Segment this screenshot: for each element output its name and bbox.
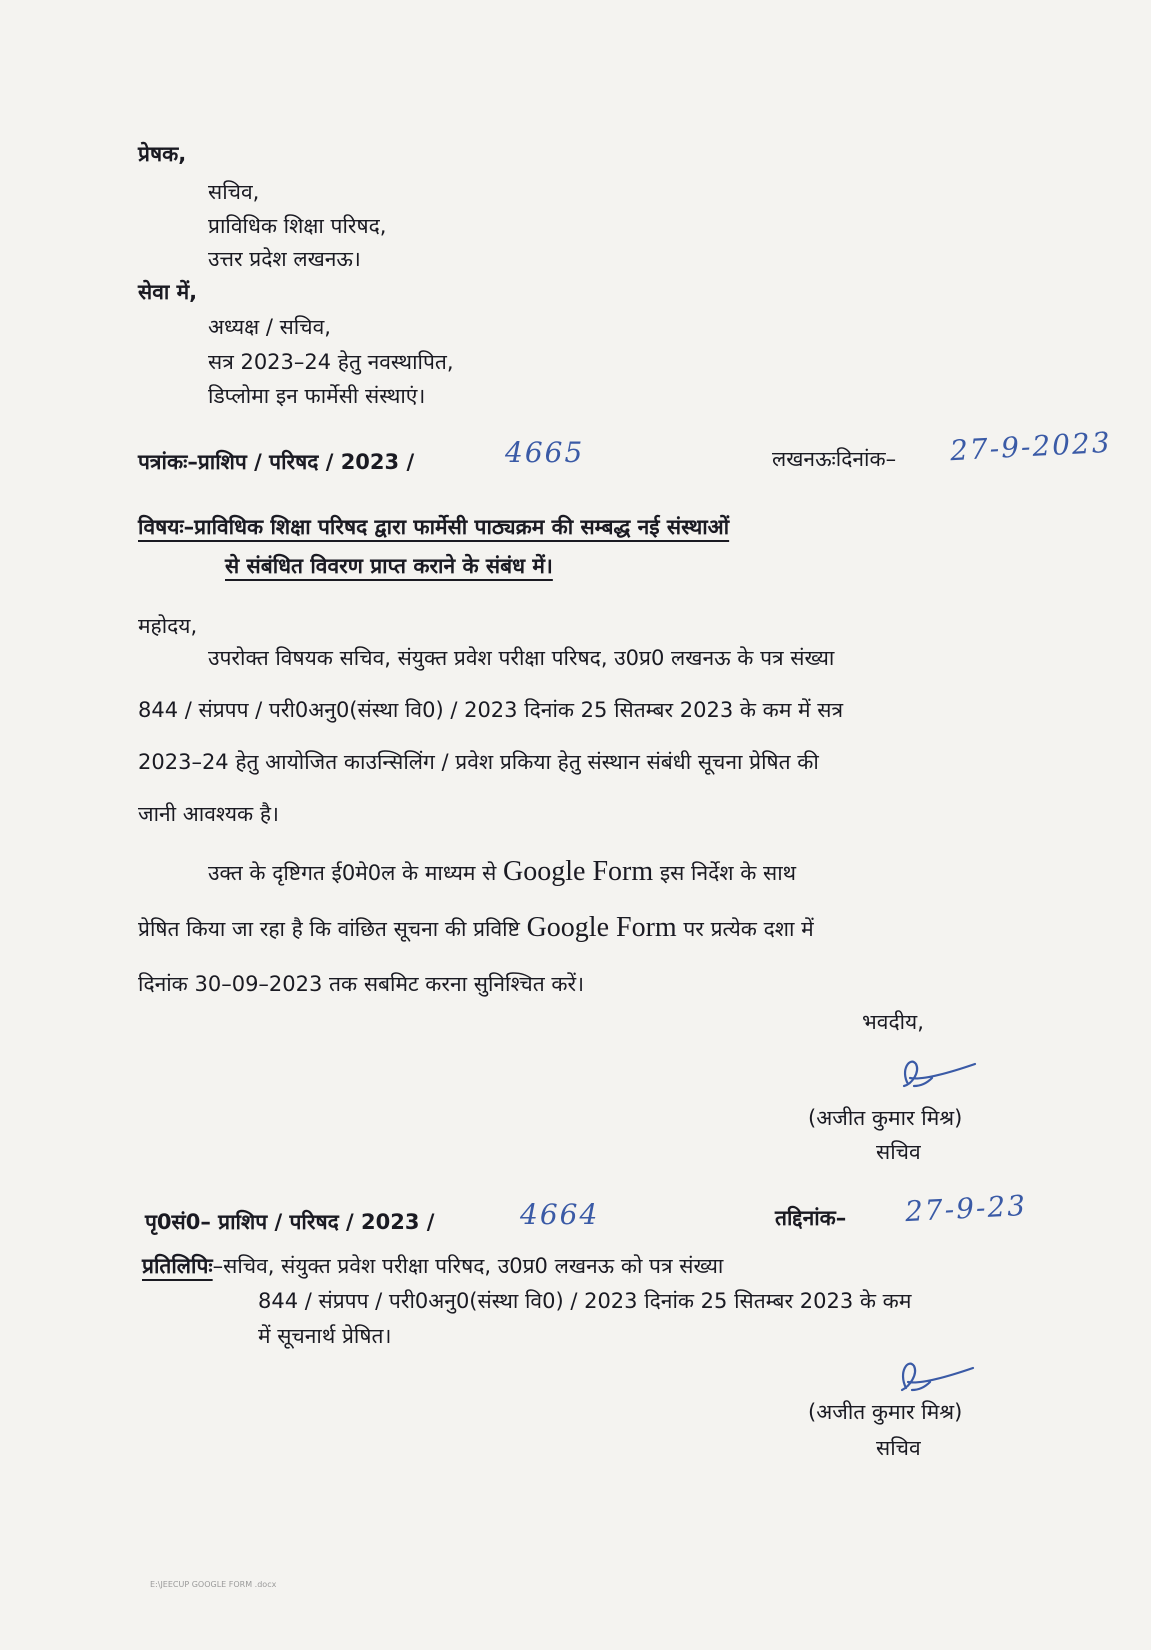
copy-to-line-1 — [142, 1252, 723, 1280]
para2-line-1-a: उक्त के दृष्टिगत ई0मे0ल के माध्यम से — [208, 861, 497, 885]
patrank-label: पत्रांकः–प्राशिप / परिषद / 2023 / — [138, 450, 415, 474]
recipient-line-3: डिप्लोमा इन फार्मेसी संस्थाएं। — [208, 384, 426, 408]
recipient-label: सेवा में, — [138, 280, 198, 304]
para2-line-3: दिनांक 30–09–2023 तक सबमिट करना सुनिश्चित करें। — [138, 972, 585, 996]
google-form-text-1: Google Form — [503, 856, 654, 887]
copy-to-label: प्रतिलिपिः — [142, 1254, 213, 1278]
date-label: लखनऊःदिनांक– — [772, 447, 897, 471]
subject-line-2: से संबंधित विवरण प्राप्त कराने के संबंध में। — [225, 554, 553, 578]
recipient-line-1: अध्यक्ष / सचिव, — [208, 315, 331, 339]
para2-line-2-b: पर प्रत्येक दशा में — [683, 917, 814, 941]
closing-name: (अजीत कुमार मिश्र) — [808, 1106, 963, 1130]
para1-line-1: उपरोक्त विषयक सचिव, संयुक्त प्रवेश परीक्षा परिषद, उ0प्र0 लखनऊ के पत्र संख्या — [208, 646, 835, 670]
sender-line-3: उत्तर प्रदेश लखनऊ। — [208, 247, 361, 271]
sender-line-1: सचिव, — [208, 180, 260, 204]
date-value: 27-9-2023 — [949, 425, 1113, 468]
subject-line-1: विषयः–प्राविधिक शिक्षा परिषद द्वारा फार्मेसी पाठ्यक्रम की सम्बद्ध नई संस्थाओं — [138, 515, 730, 539]
copy-to-text-1: –सचिव, संयुक्त प्रवेश परीक्षा परिषद, उ0प्र0 लखनऊ को पत्र संख्या — [212, 1254, 724, 1278]
google-form-text-2: Google Form — [526, 912, 677, 943]
copy-date-value: 27-9-23 — [904, 1188, 1028, 1229]
para2-line-2 — [138, 900, 814, 957]
copy-to-line-2: 844 / संप्रपप / परी0अनु0(संस्था वि0) / 2023 दिनांक 25 सितम्बर 2023 के कम — [258, 1289, 912, 1313]
para1-line-2: 844 / संप्रपप / परी0अनु0(संस्था वि0) / 2023 दिनांक 25 सितम्बर 2023 के कम में सत्र — [138, 698, 844, 722]
closing-designation: सचिव — [876, 1140, 921, 1164]
closing2-designation: सचिव — [876, 1436, 921, 1460]
salutation: महोदय, — [138, 614, 198, 638]
para1-line-4: जानी आवश्यक है। — [138, 802, 279, 826]
footer-file-path: E:\JEECUP GOOGLE FORM .docx — [150, 1580, 277, 1589]
signature-1 — [880, 1050, 990, 1100]
sender-label: प्रेषक, — [138, 142, 187, 166]
copy-date-label: तद्दिनांक– — [775, 1206, 847, 1230]
copy-to-line-3: में सूचनार्थ प्रेषित। — [258, 1324, 392, 1348]
patrank-number: 4665 — [505, 436, 585, 469]
closing2-name: (अजीत कुमार मिश्र) — [808, 1400, 963, 1424]
para2-line-1-b: इस निर्देश के साथ — [659, 861, 797, 885]
para1-line-3: 2023–24 हेतु आयोजित काउन्सिलिंग / प्रवेश प्रकिया हेतु संस्थान संबंधी सूचना प्रेषित की — [138, 750, 819, 774]
sender-line-2: प्राविधिक शिक्षा परिषद, — [208, 214, 387, 238]
para2-line-1 — [208, 844, 796, 901]
signature-2 — [878, 1352, 988, 1402]
para2-line-2-a: प्रेषित किया जा रहा है कि वांछित सूचना की प्रविष्टि — [138, 917, 520, 941]
copy-ref-label: पृ0सं0– प्राशिप / परिषद / 2023 / — [145, 1210, 435, 1234]
copy-ref-number: 4664 — [520, 1198, 600, 1231]
recipient-line-2: सत्र 2023–24 हेतु नवस्थापित, — [208, 350, 454, 374]
bhavdiya: भवदीय, — [862, 1010, 924, 1034]
